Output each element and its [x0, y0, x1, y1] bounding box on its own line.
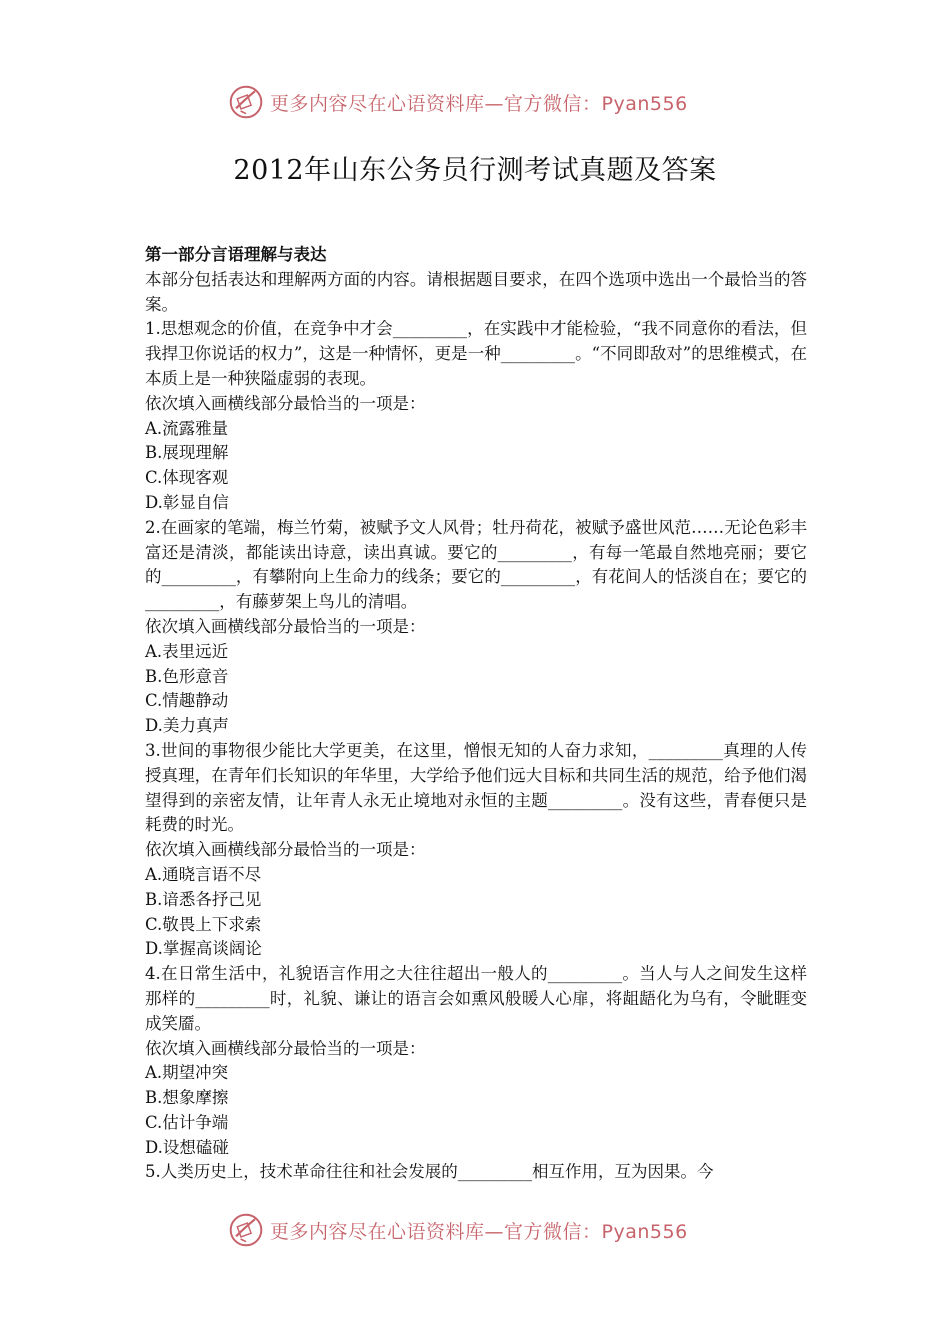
question-prompt: 依次填入画横线部分最恰当的一项是： — [145, 1038, 426, 1058]
option-b: B.谙悉各抒己见 — [145, 889, 262, 909]
option-b: B.展现理解 — [145, 443, 229, 463]
option-c: C.敬畏上下求索 — [145, 914, 262, 934]
watermark-banner-bottom — [228, 1210, 728, 1250]
question-prompt: 依次填入画横线部分最恰当的一项是： — [145, 393, 426, 413]
watermark-text: 更多内容尽在心语资料库—官方微信：Pyan556 — [270, 1220, 688, 1243]
option-b: B.想象摩擦 — [145, 1088, 229, 1108]
section-intro: 本部分包括表达和理解两方面的内容。请根据题目要求，在四个选项中选出一个最恰当的答案。 — [145, 269, 807, 314]
option-a: A.表里远近 — [145, 641, 229, 661]
scroll-quill-logo-icon — [228, 1212, 264, 1248]
option-c: C.情趣静动 — [145, 691, 229, 711]
option-d: D.设想磕碰 — [145, 1137, 229, 1157]
section-title: 第一部分言语理解与表达 — [145, 245, 327, 264]
question-stem: 1.思想观念的价值，在竞争中才会_________，在实践中才能检验，“我不同意你的看法，但我捍卫你说话的权力”，这是一种情怀，更是一种_________。“不同即敌对”的思维模式，在本质上是一种狭隘虚弱的表现。 — [145, 319, 807, 388]
option-a: A.流露雅量 — [145, 418, 229, 438]
document-title: 2012年山东公务员行测考试真题及答案 — [233, 155, 717, 186]
document-body — [145, 243, 807, 1185]
option-d: D.美力真声 — [145, 716, 229, 736]
watermark-banner-top — [228, 82, 728, 122]
watermark-text: 更多内容尽在心语资料库—官方微信：Pyan556 — [270, 92, 688, 115]
question-stem: 2.在画家的笔端，梅兰竹菊，被赋予文人风骨；牡丹荷花，被赋予盛世风范……无论色彩丰富还是清淡，都能读出诗意，读出真诚。要它的_________，有每一笔最自然地亮丽；要它的_________，有攀附向上生命力的线条；要它的_________，有花间人的恬淡自在；要它的_________，有藤萝架上鸟儿的清唱。 — [145, 517, 807, 612]
option-a: A.期望冲突 — [145, 1063, 229, 1083]
option-b: B.色形意音 — [145, 666, 229, 686]
option-a: A.通晓言语不尽 — [145, 864, 262, 884]
option-c: C.估计争端 — [145, 1112, 229, 1132]
option-c: C.体现客观 — [145, 468, 229, 488]
option-d: D.彰显自信 — [145, 492, 229, 512]
option-d: D.掌握高谈阔论 — [145, 939, 262, 959]
question-prompt: 依次填入画横线部分最恰当的一项是： — [145, 616, 426, 636]
scroll-quill-logo-icon — [228, 84, 264, 120]
question-stem: 3.世间的事物很少能比大学更美，在这里，憎恨无知的人奋力求知，_________真理的人传授真理，在青年们长知识的年华里，大学给予他们远大目标和共同生活的规范，给予他们渴望得到的亲密友情，让年青人永无止境地对永恒的主题_________。没有这些，青春便只是耗费的时光。 — [145, 740, 807, 835]
question-prompt: 依次填入画横线部分最恰当的一项是： — [145, 840, 426, 860]
question-stem: 4.在日常生活中，礼貌语言作用之大往往超出一般人的_________。当人与人之间发生这样那样的_________时，礼貌、谦让的语言会如熏风般暖人心扉，将龃龉化为乌有，令眦睚变成笑靥。 — [145, 964, 807, 1033]
question-stem-partial: 5.人类历史上，技术革命往往和社会发展的_________相互作用，互为因果。今 — [145, 1162, 714, 1182]
